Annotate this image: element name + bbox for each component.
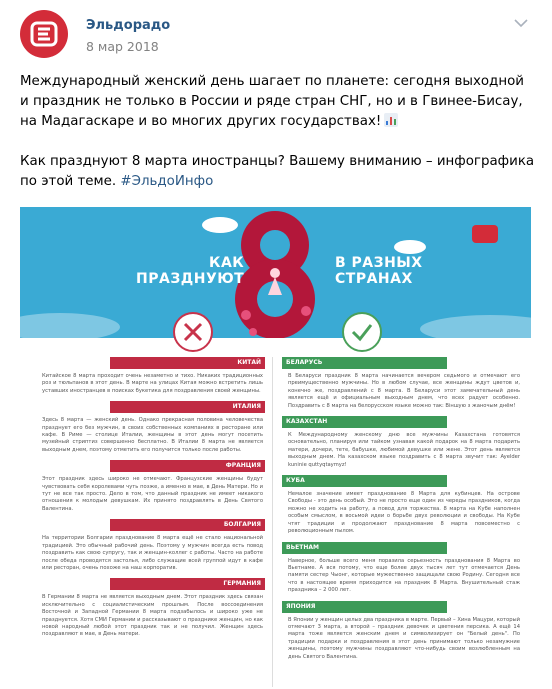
check-mark-icon <box>342 312 382 352</box>
chevron-down-icon <box>510 12 532 34</box>
section-text: Наверное, больше всего меня поразила серьезность празднования 8 Марта во Вьетнаме. А вся потому, что еще более двух тысяч лет тут отмечается День памяти сестер Чыонг, которые мужественно защищали свою Родину. Сегодня все что в настоящее время приходится на праздник 8 Марта. Внушительный стаж праздника – 2 000 лет. <box>288 557 520 594</box>
section-china <box>40 357 265 401</box>
banner-title-right-line2: СТРАНАХ <box>335 271 413 287</box>
post-header <box>0 0 552 70</box>
section-heading: КУБА <box>282 475 447 487</box>
section-kazakhstan <box>282 416 522 475</box>
section-heading: КАЗАХСТАН <box>282 416 447 428</box>
eldorado-logo-badge <box>472 225 498 243</box>
section-germany <box>40 578 265 644</box>
section-heading: КИТАЙ <box>110 357 265 369</box>
post-date[interactable]: 8 мар 2018 <box>86 39 159 54</box>
section-text: В Японии у женщин целых два праздника в марте. Первый – Хина Мацури, который отмечают 3 марта, а второй – праздник девочек и цветения персика. А ещё 14 марта тоже является женским днем и символизирует он "Белый день". По традиции подарки и поздравления в этот день принимают только незамужние женщины, поэтому мужчины поздравляют что-нибудь своим возлюбленным на день Святого Валентина. <box>288 616 520 660</box>
hashtag-link[interactable]: #ЭльдоИнфо <box>120 174 214 189</box>
section-text: Немалое значение имеет празднование 8 Марта для кубинцев. На острове Свободы - это день особый. Это не просто еще один из череды праздников, когда можно не ходить на работу, а повод для торжества. 8 марта на Кубе наполнен особым смыслом, в восьмой идеи о борьбе двух революции и свободы. На Кубе чтят традиции и продолжают празднование 8 марта повсеместно с революционным пылом. <box>288 491 520 535</box>
section-italy <box>40 401 265 460</box>
section-japan <box>282 601 522 667</box>
cross-mark-icon <box>173 312 213 352</box>
section-text: Здесь 8 марта — женский день. Однако прекрасная половина человечества празднует его без мужчин, в своих собственных компаниях в ресторане или кафе. В Риме — столице Италии, женщины в этот день могут посетить музейный стриптиз совершенно бесплатно. В Италии 8 марта не является выходным днем, поэтому отметить его получится только после работы. <box>42 417 263 453</box>
post-text-paragraph-1: Международный женский день шагает по планете: сегодня выходной и праздник не только в России и ряде стран СНГ, но и в Гвинее-Бисау, на Мадагаскаре и во многих других государствах! <box>20 74 524 129</box>
post-text <box>20 72 535 212</box>
section-belarus <box>282 357 522 416</box>
column-not-celebrating <box>40 357 265 645</box>
section-heading: ВЬЕТНАМ <box>282 542 447 554</box>
column-divider <box>272 357 273 687</box>
banner-title-right-line1: В РАЗНЫХ <box>335 255 423 271</box>
section-heading: ФРАНЦИЯ <box>110 460 265 472</box>
section-heading: ГЕРМАНИЯ <box>110 578 265 590</box>
banner-title-left-line2: ПРАЗДНУЮТ <box>136 271 245 287</box>
section-bulgaria <box>40 519 265 578</box>
post-author[interactable]: Эльдорадо <box>86 18 171 33</box>
section-text: Этот праздник здесь широко не отмечают. Французские женщины будут чувствовать себя королевами чуть позже, а именно в мае, в День Матери. Но и тут не все так просто. Дело в том, что данный праздник не имеет никакого отношения к молодым девушкам. Их принято поздравлять в День Святого Валентина. <box>42 476 263 512</box>
column-celebrating <box>282 357 522 667</box>
section-heading: ЯПОНИЯ <box>282 601 447 613</box>
bar-chart-emoji-icon <box>384 113 398 127</box>
section-text: В Беларуси праздник 8 марта начинается вечером седьмого и отмечают его преимущественно мужчины. Но в любом случае, все женщины ждут цветов и, конечно же, поздравлений с 8 марта. В Беларуси этот замечательный день является ещё и официальным выходным днем, что всех радует особенно. Поздравить с 8 марта на белорусском языке можно так: Вiншую з жаночым днём! <box>288 373 520 409</box>
banner-title-right <box>335 255 423 287</box>
more-options-button[interactable] <box>510 12 532 34</box>
avatar[interactable] <box>20 10 68 58</box>
banner-art-icon <box>20 207 531 338</box>
section-vietnam <box>282 542 522 601</box>
section-heading: БЕЛАРУСЬ <box>282 357 447 369</box>
post-text-paragraph-2: Как празднуют 8 марта иностранцы? Вашему вниманию – инфографика по этой теме. <box>20 154 535 189</box>
banner-title-left-line1: КАК <box>209 255 245 271</box>
section-france <box>40 460 265 519</box>
banner-title-left <box>136 255 244 287</box>
section-text: На территории Болгарии празднование 8 марта ещё не стало национальной традицией. Это обычный рабочий день. Поэтому у мужчин всегда есть повод поздравить как свою супругу, так и женщин-коллег с работы. Часто на работе после обеда проводятся застолья, либо служащие всей группой идут в кафе или ресторан, очень похоже на наш корпоратив. <box>42 535 263 571</box>
section-heading: ИТАЛИЯ <box>110 401 265 413</box>
section-text: К Международному женскому дню все мужчины Казахстана готовятся основательно, планируя или тайком узнавая какой подарок на 8 марта подарить матери, дочери, тете, бабушке, любимой девушке или жене. Этот день является выходным днем. На казахском языке поздравить с 8 марта звучит так: Ayelder kuninie quttyqtaymyz! <box>288 432 520 468</box>
section-cuba <box>282 475 522 541</box>
section-text: Китайское 8 марта проходит очень незаметно и тихо. Никаких традиционных роз и тюльпанов в этот день. В марте на улицах Китая можно встретить лишь уставших иностранцев в поисках букетика для поздравления своей женщины. <box>42 373 263 394</box>
section-heading: БОЛГАРИЯ <box>110 519 265 531</box>
eldorado-logo-icon <box>20 10 68 58</box>
infographic-banner <box>20 207 531 338</box>
section-text: В Германии 8 марта не является выходным днем. Этот праздник здесь связан исключительно с социалистическим прошлым. После воссоединения Восточной и Западной Германии 8 марта подзабылось и широко уже не празднуется. Хотя СМИ Германии и рассказывают о празднике женщин, но как новой народный любой этот праздник так и не получил. Женщин здесь поздравляют в мае, в День матери. <box>42 594 263 638</box>
infographic-image[interactable] <box>20 207 531 689</box>
